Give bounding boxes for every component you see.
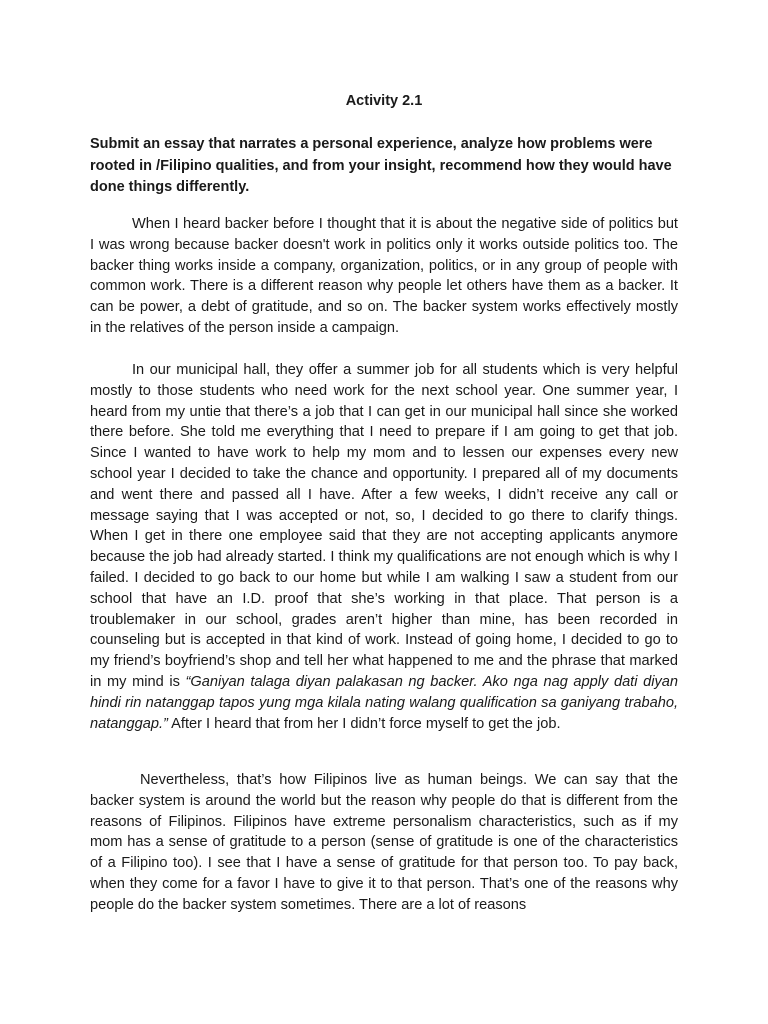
essay-paragraph-1: When I heard backer before I thought that it is about the negative side of politics but I was wrong because backer doesn't work in politics only it works outside politics too. The backer thing works inside a company, organization, politics, or in any group of people with common work. There is a different reason why people let others have them as a backer. It can be power, a debt of gratitude, and so on. The backer system works effectively mostly in the relatives of the person inside a campaign. bbox=[90, 216, 678, 336]
paragraph-2-text: In our municipal hall, they offer a summer job for all students which is very helpful mostly to those students who need work for the next school year. One summer year, I heard from my untie that there’s a job that I can get in our municipal hall since she worked there before. She told me everything that I need to prepare if I am going to get that job. Since I wanted to have work to help my mom and to lessen our expenses every new school year I decided to take the chance and opportunity. I prepared all of my documents and went there and passed all I have. After a few weeks, I didn’t receive any call or message saying that I was accepted or not, so, I decided to go there to clarify things. When I get in there one employee said that they are not accepting applicants anymore because the job had already started. I think my qualifications are not enough which is why I failed. I decided to go back to our home but while I am walking I saw a student from our school that have an I.D. proof that she’s working in that place. That person is a troublemaker in our school, grades aren’t higher than mine, has been recorded in counseling but is accepted in that kind of work. Instead of going home, I decided to go to my friend’s boyfriend’s shop and tell her what happened to me and the phrase that marked in my mind is bbox=[90, 362, 678, 690]
activity-prompt: Submit an essay that narrates a personal experience, analyze how problems were rooted in /Filipino qualities, and from your insight, recommend how they would have done things differently. bbox=[90, 136, 672, 195]
essay-paragraph-3: Nevertheless, that’s how Filipinos live as human beings. We can say that the backer system is around the world but the reason why people do that is different from the reasons of Filipinos. Filipinos have extreme personalism characteristics, such as if my mom has a sense of gratitude to a person (sense of gratitude is one of the characteristics of a Filipino too). I see that I have a sense of gratitude for that person too. To pay back, when they come for a favor I have to give it to that person. That’s one of the reasons why people do the backer system sometimes. There are a lot of reasons bbox=[90, 772, 678, 913]
document-title: Activity 2.1 bbox=[345, 93, 423, 109]
essay-paragraph-2 bbox=[90, 360, 678, 734]
tagalog-quote: “Ganiyan talaga diyan palakasan ng backer. Ako nga nag apply dati diyan hindi rin natanggap tapos yung mga kilala nating walang qualification sa ganiyang trabaho, natanggap.” bbox=[90, 673, 678, 732]
paragraph-2-ending: After I heard that from her I didn’t force myself to get the job. bbox=[167, 715, 561, 732]
